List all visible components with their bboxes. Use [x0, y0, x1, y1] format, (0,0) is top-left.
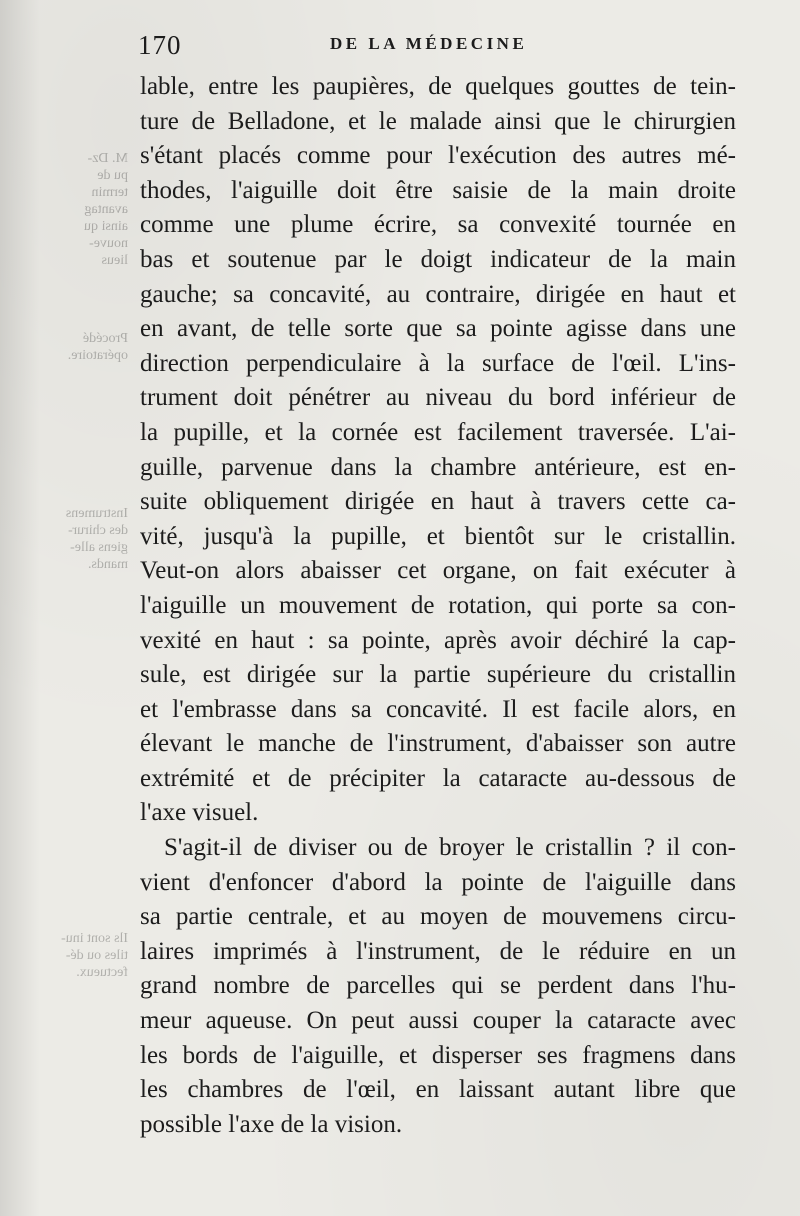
text-line: sa partie centrale, et au moyen de mouvemens circu- — [140, 903, 736, 931]
text-line: laires imprimés à l'instrument, de le réduire en un — [140, 937, 736, 965]
text-line: comme une plume écrire, sa convexité tournée en — [140, 211, 736, 239]
text-line: Veut-on alors abaisser cet organe, on fait exécuter à — [140, 557, 736, 585]
text-line: extrémité et de précipiter la cataracte au-dessous de — [140, 764, 736, 792]
page-number: 170 — [138, 30, 182, 60]
text-line: ture de Belladone, et le malade ainsi que le chirurgien — [140, 107, 736, 135]
text-line: vité, jusqu'à la pupille, et bientôt sur le cristallin. — [140, 522, 736, 550]
text-line: et l'embrasse dans sa concavité. Il est facile alors, en — [140, 695, 736, 723]
text-line: la pupille, et la cornée est facilement traversée. L'ai- — [140, 418, 736, 446]
text-line: gauche; sa concavité, au contraire, dirigée en haut et — [140, 280, 736, 308]
body-text — [140, 70, 736, 1142]
running-title: DE LA MÉDECINE — [330, 34, 528, 53]
text-line: les chambres de l'œil, en laissant autant libre que — [140, 1076, 736, 1104]
text-line: guille, parvenue dans la chambre antérieure, est en- — [140, 453, 736, 481]
text-line: sule, est dirigée sur la partie supérieure du cristallin — [140, 661, 736, 689]
paragraph — [140, 831, 736, 1142]
show-through-text: M. Dz- pu de termin avantag ainsi qu nouve- lieus — [84, 151, 128, 268]
show-through-text: Instrumens des chirur- giens alle- mands. — [65, 506, 128, 572]
paragraph — [140, 70, 736, 831]
text-line: élevant le manche de l'instrument, d'abaisser son autre — [140, 730, 736, 758]
show-through-text: Procédé opératoire. — [67, 331, 128, 363]
text-line: vexité en haut : sa pointe, après avoir déchiré la cap- — [140, 626, 736, 654]
text-line: l'axe visuel. — [140, 799, 259, 827]
text-line: lable, entre les paupières, de quelques gouttes de tein- — [140, 73, 736, 100]
running-head — [138, 30, 738, 60]
text-line: bas et soutenue par le doigt indicateur de la main — [140, 245, 736, 273]
text-line: grand nombre de parcelles qui se perdent dans l'hu- — [140, 972, 736, 1000]
text-line: meur aqueuse. On peut aussi couper la cataracte avec — [140, 1007, 736, 1035]
text-line: trument doit pénétrer au niveau du bord inférieur de — [140, 384, 736, 412]
text-line: possible l'axe de la vision. — [140, 1110, 403, 1138]
show-through-text: Ils sont inu- tiles ou dé- fectueux. — [61, 931, 128, 980]
text-line: suite obliquement dirigée en haut à travers cette ca- — [140, 488, 736, 516]
text-line: s'étant placés comme pour l'exécution des autres mé- — [140, 142, 736, 170]
text-line: vient d'enfoncer d'abord la pointe de l'aiguille dans — [140, 868, 736, 896]
text-line: les bords de l'aiguille, et disperser ses fragmens dans — [140, 1041, 736, 1069]
text-line: direction perpendiculaire à la surface de l'œil. L'ins- — [140, 349, 736, 377]
text-line: l'aiguille un mouvement de rotation, qui porte sa con- — [140, 591, 736, 619]
text-line: thodes, l'aiguille doit être saisie de la main droite — [140, 176, 736, 204]
text-line: S'agit-il de diviser ou de broyer le cristallin ? il con- — [164, 834, 736, 862]
text-line: en avant, de telle sorte que sa pointe agisse dans une — [140, 315, 736, 343]
